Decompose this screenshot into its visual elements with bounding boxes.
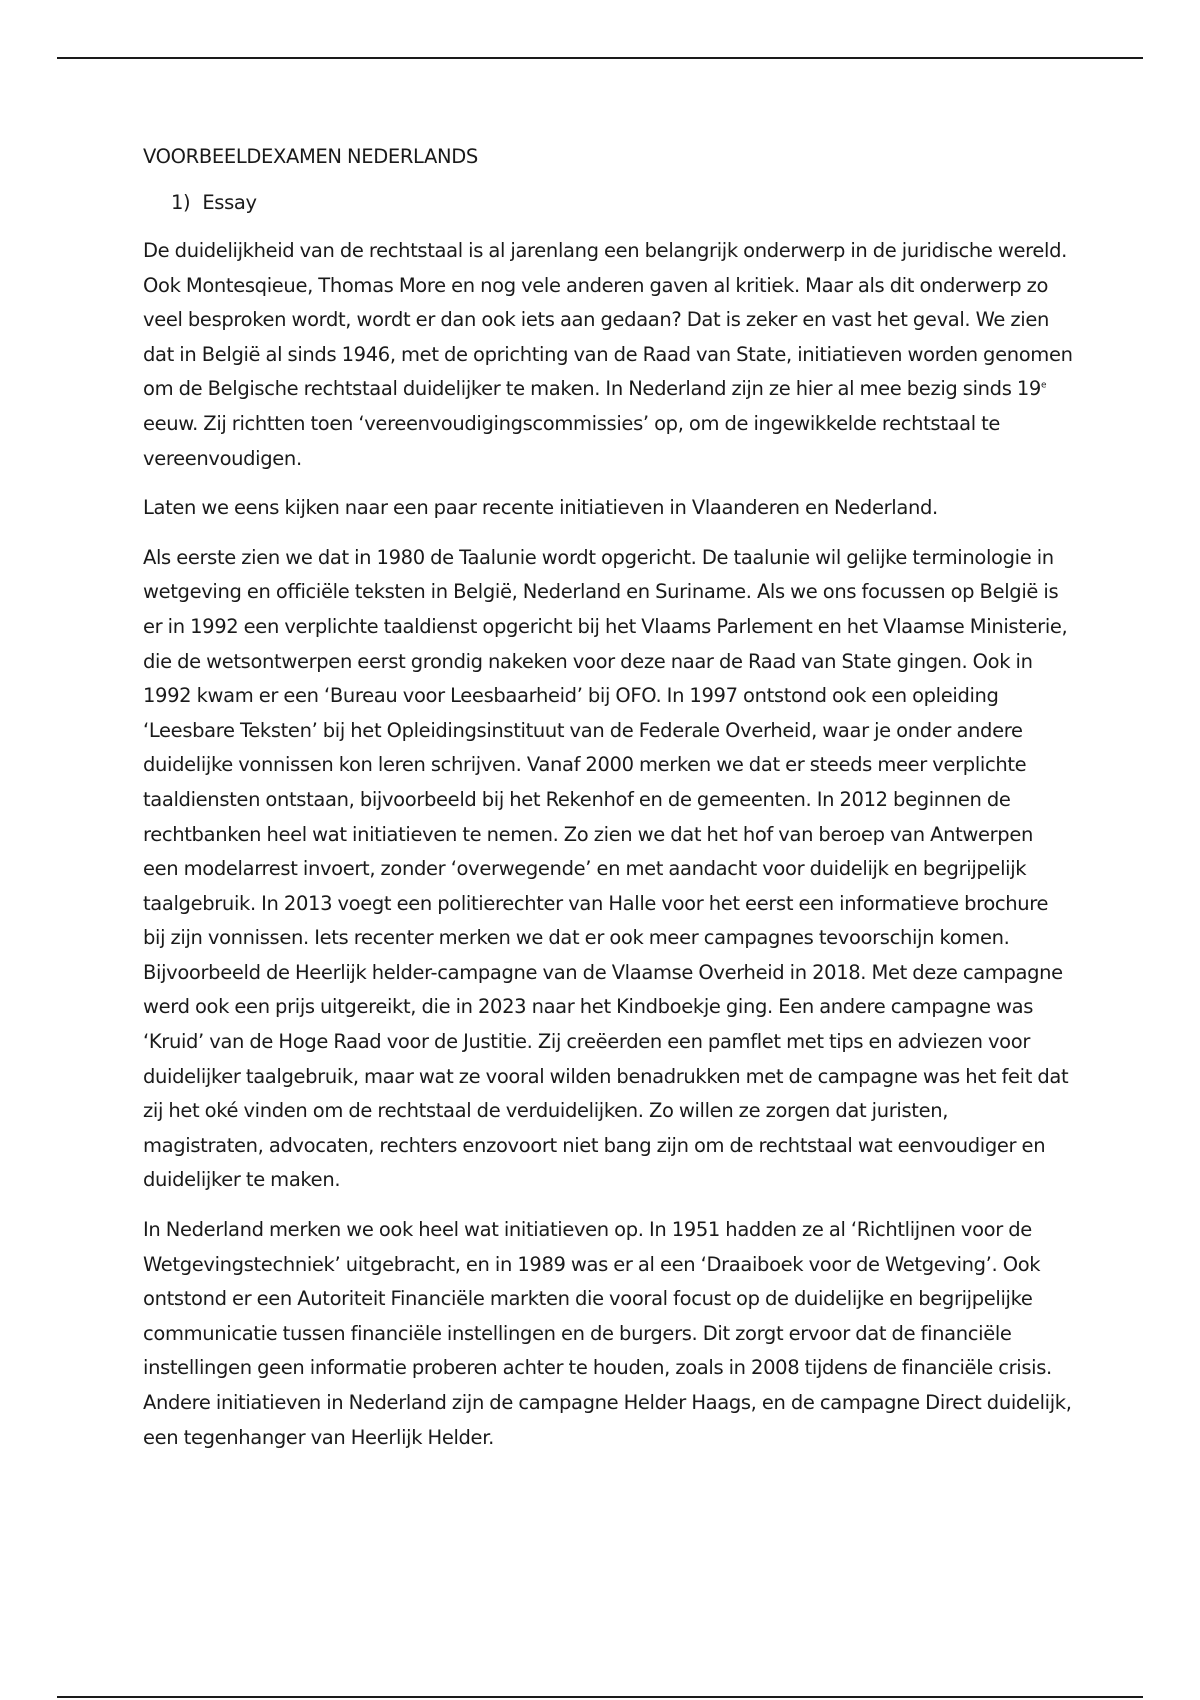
paragraph-intro [143,234,1073,476]
document-body [143,140,1073,1470]
paragraph-transition: Laten we eens kijken naar een paar recente initiatieven in Vlaanderen en Nederland. [143,496,938,520]
paragraph-flanders: Als eerste zien we dat in 1980 de Taalunie wordt opgericht. De taalunie wil gelijke terminologie in wetgeving en officiële teksten in België, Nederland en Suriname. Als we ons focussen op België is er in 1992 een verplichte taaldienst opgericht bij het Vlaams Parlement en het Vlaamse Ministerie, die de wetsontwerpen eerst grondig nakeken voor deze naar de Raad van State gingen. Ook in 1992 kwam er een ‘Bureau voor Leesbaarheid’ bij OFO. In 1997 ontstond ook een opleiding ‘Leesbare Teksten’ bij het Opleidingsinstituut van de Federale Overheid, waar je onder andere duidelijke vonnissen kon leren schrijven. Vanaf 2000 merken we dat er steeds meer verplichte taaldiensten ontstaan, bijvoorbeeld bij het Rekenhof en de gemeenten. In 2012 beginnen de rechtbanken heel wat initiatieven te nemen. Zo zien we dat het hof van beroep van Antwerpen een modelarrest invoert, zonder ‘overwegende’ en met aandacht voor duidelijk en begrijpelijk taalgebruik. In 2013 voegt een politierechter van Halle voor het eerst een informatieve brochure bij zijn vonnissen. Iets recenter merken we dat er ook meer campagnes tevoorschijn komen. Bijvoorbeeld de Heerlijk helder-campagne van de Vlaamse Overheid in 2018. Met deze campagne werd ook een prijs uitgereikt, die in 2023 naar het Kindboekje ging. Een andere campagne was ‘Kruid’ van de Hoge Raad voor de Justitie. Zij creëerden een pamflet met tips en adviezen voor duidelijker taalgebruik, maar wat ze vooral wilden benadrukken met de campagne was het feit dat zij het oké vinden om de rechtstaal de verduidelijken. Zo willen ze zorgen dat juristen, magistraten, advocaten, rechters enzovoort niet bang zijn om de rechtstaal wat eenvoudiger en duidelijker te maken. [143,545,1069,1192]
paragraph-intro-text-b: eeuw. Zij richtten toen ‘vereenvoudigingscommissies’ op, om de ingewikkelde rechtstaal te vereenvoudigen. [143,411,1001,470]
bottom-rule [57,1696,1143,1698]
ordinal-superscript: e [1040,380,1047,391]
top-rule [57,57,1143,59]
section-label: Essay [202,191,257,214]
document-title: VOORBEELDEXAMEN NEDERLANDS [143,145,478,168]
paragraph-netherlands: In Nederland merken we ook heel wat initiatieven op. In 1951 hadden ze al ‘Richtlijnen voor de Wetgevingstechniek’ uitgebracht, en in 1989 was er al een ‘Draaiboek voor de Wetgeving’. Ook ontstond er een Autoriteit Financiële markten die vooral focust op de duidelijke en begrijpelijke communicatie tussen financiële instellingen en de burgers. Dit zorgt ervoor dat de financiële instellingen geen informatie proberen achter te houden, zoals in 2008 tijdens de financiële crisis. Andere initiatieven in Nederland zijn de campagne Helder Haags, en de campagne Direct duidelijk, een tegenhanger van Heerlijk Helder. [143,1218,1072,1449]
section-number: 1) [171,191,191,214]
paragraph-intro-text-a: De duidelijkheid van de rechtstaal is al jarenlang een belangrijk onderwerp in de juridische wereld. Ook Montesqieue, Thomas More en nog vele anderen gaven al kritiek. Maar als dit onderwerp zo veel besproken wordt, wordt er dan ook iets aan gedaan? Dat is zeker en vast het geval. We zien dat in België al sinds 1946, met de oprichting van de Raad van State, initiatieven worden genomen om de Belgische rechtstaal duidelijker te maken. In Nederland zijn ze hier al mee bezig sinds 19 [143,239,1073,401]
section-heading [143,186,1073,220]
